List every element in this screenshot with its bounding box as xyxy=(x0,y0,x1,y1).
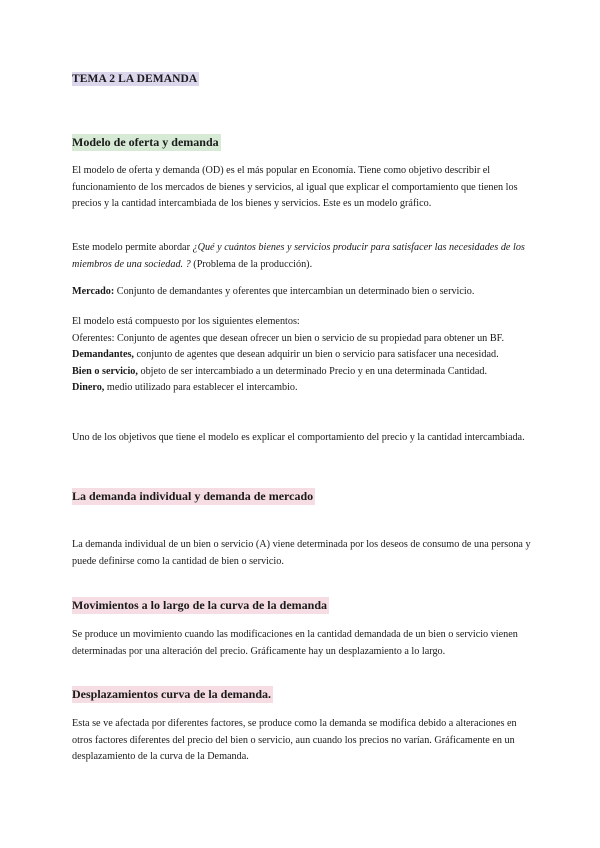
term-demandantes: Demandantes, xyxy=(72,349,134,360)
text-span: Este modelo permite abordar xyxy=(72,242,193,253)
paragraph-demanda-individual: La demanda individual de un bien o servicio (A) viene determinada por los deseos de consumo de una persona y puede definirse como la cantidad de bien o servicio. xyxy=(72,539,531,567)
elements-list xyxy=(72,314,532,397)
term-mercado: Mercado: xyxy=(72,286,115,297)
element-demandantes xyxy=(72,347,532,364)
italic-question: ¿Qué y cuántos bienes y servicios producir para satisfacer las necesidades de los miembros de una sociedad. ? xyxy=(72,242,525,270)
elements-intro: El modelo está compuesto por los siguientes elementos: xyxy=(72,316,300,327)
definition-dinero: medio utilizado para establecer el intercambio. xyxy=(104,382,298,393)
term-bien: Bien o servicio, xyxy=(72,365,138,377)
paragraph-objetivos: Uno de los objetivos que tiene el modelo es explicar el comportamiento del precio y la cantidad intercambiada. xyxy=(72,432,525,443)
paragraph-problema-produccion xyxy=(72,240,532,273)
definition-mercado: Conjunto de demandantes y oferentes que intercambian un determinado bien o servicio. xyxy=(114,286,475,297)
text-span: (Problema de la producción). xyxy=(190,258,313,270)
definition-demandantes: conjunto de agentes que desean adquirir un bien o servicio para satisfacer una necesidad. xyxy=(133,349,499,360)
section-heading-movimientos: Movimientos a lo largo de la curva de la demanda xyxy=(72,598,327,612)
paragraph-desplazamientos: Esta se ve afectada por diferentes factores, se produce como la demanda se modifica debido a alteraciones en otros factores diferentes del precio del bien o servicio, aun cuando los precios no varían. Gráficamente en un desplazamiento de la curva de la Demanda. xyxy=(72,718,517,762)
section-heading-modelo: Modelo de oferta y demanda xyxy=(72,135,219,149)
document-title: TEMA 2 LA DEMANDA xyxy=(72,73,198,85)
paragraph-mercado xyxy=(72,284,532,301)
paragraph-modelo-intro: El modelo de oferta y demanda (OD) es el más popular en Economía. Tiene como objetivo describir el funcionamiento de los mercados de bienes y servicios, al igual que explicar el comportamiento que tienen los precios y la cantidad intercambiada de los bienes y servicios. Este es un modelo gráfico. xyxy=(72,165,518,209)
section-heading-desplazamientos: Desplazamientos curva de la demanda. xyxy=(72,687,271,701)
element-bien xyxy=(72,364,532,381)
element-oferentes: Oferentes: Conjunto de agentes que desean ofrecer un bien o servicio de su propiedad para obtener un BF. xyxy=(72,332,505,344)
definition-bien: objeto de ser intercambiado a un determinado Precio y en una determinada Cantidad. xyxy=(137,365,488,377)
paragraph-movimientos: Se produce un movimiento cuando las modificaciones en la cantidad demandada de un bien o servicio vienen determinadas por una alteración del precio. Gráficamente hay un desplazamiento a lo largo. xyxy=(72,629,518,657)
element-dinero xyxy=(72,380,532,397)
term-dinero: Dinero, xyxy=(72,382,105,393)
section-heading-demanda-individual: La demanda individual y demanda de mercado xyxy=(72,489,314,503)
